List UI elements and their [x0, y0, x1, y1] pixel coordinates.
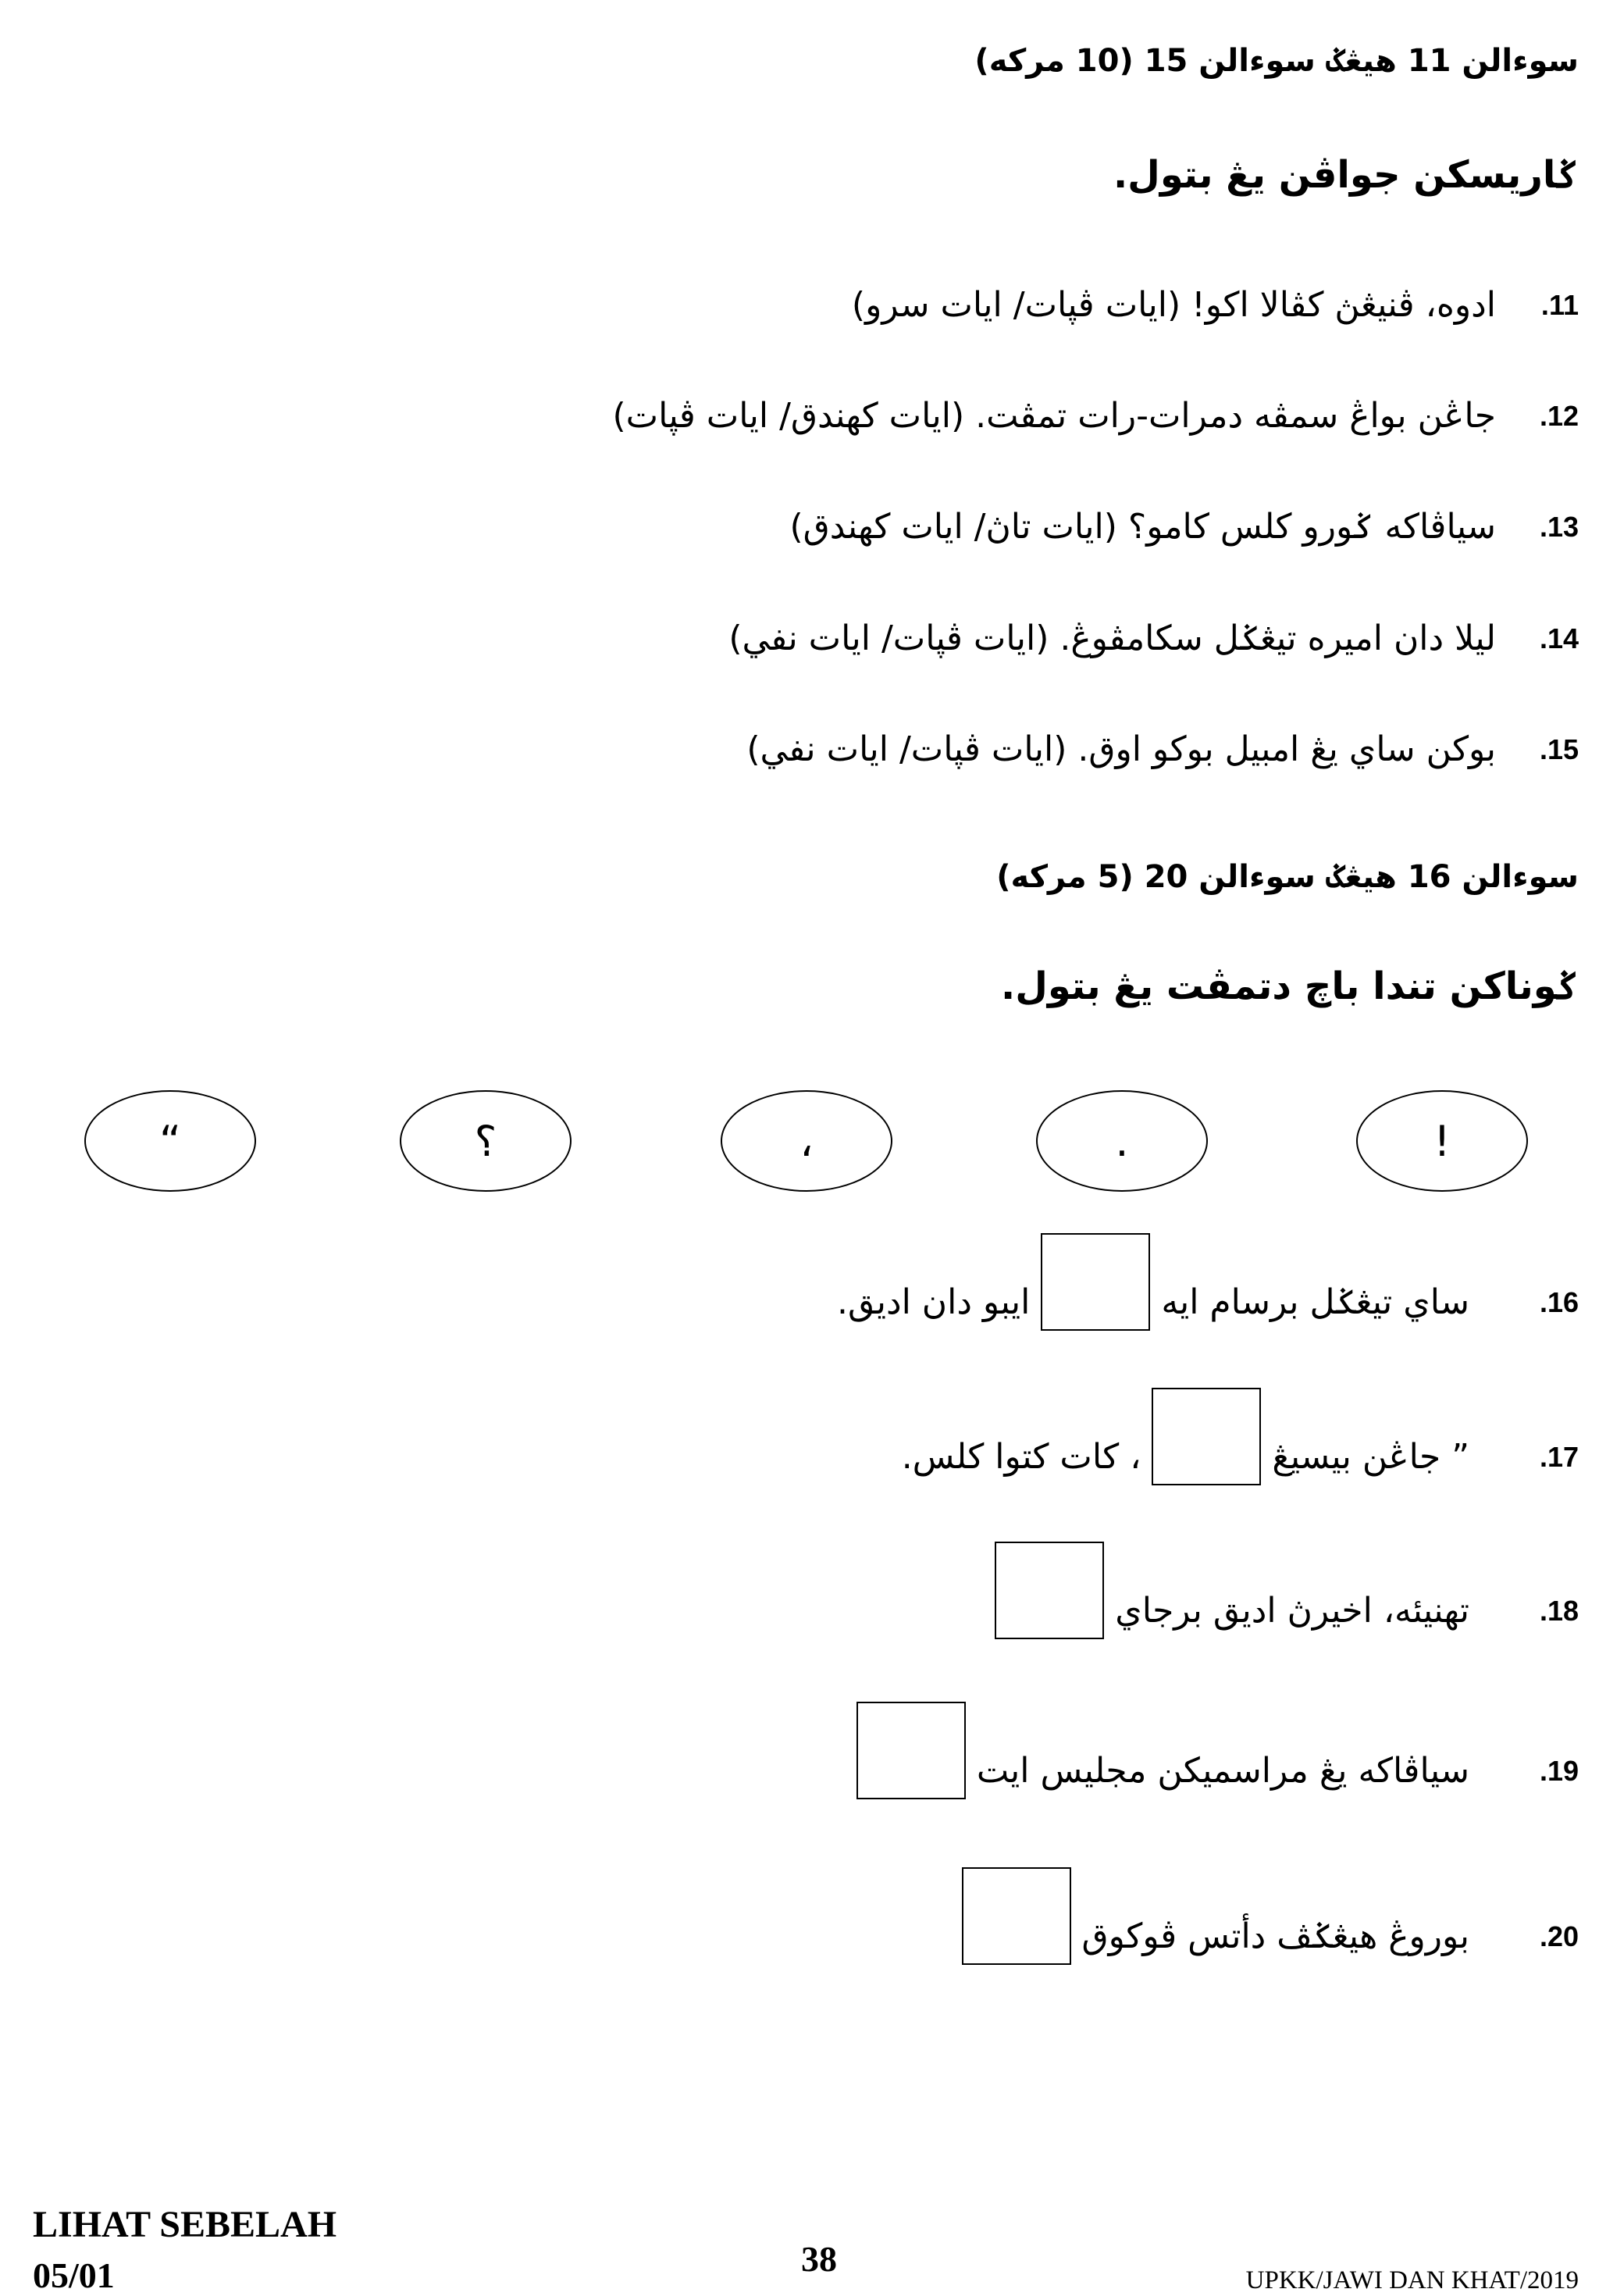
- question-15: [746, 725, 1579, 775]
- punctuation-option-exclamation: [1356, 1090, 1528, 1192]
- punctuation-symbol: “: [159, 1116, 181, 1166]
- question-12: [613, 391, 1579, 441]
- next-page-note: LIHAT SEBELAH: [33, 2204, 337, 2245]
- punctuation-option-question-mark: [400, 1090, 572, 1192]
- section-b-header: سوءالن 16 هيڠݢ سوءالن 20 (5 مرکه): [996, 859, 1579, 895]
- answer-box: [962, 1867, 1071, 1965]
- section-a-header: سوءالن 11 هيڠݢ سوءالن 15 (10 مرکه): [974, 43, 1579, 79]
- punctuation-option-full-stop: [1036, 1090, 1208, 1192]
- punctuation-option-quote: [84, 1090, 256, 1192]
- question-16: [837, 1232, 1579, 1331]
- question-number: 14.: [1539, 622, 1579, 654]
- answer-box: [1152, 1388, 1261, 1485]
- question-text-after: ، کات کتوا کلس.: [901, 1437, 1141, 1477]
- question-text-after: ايبو دان اديق.: [837, 1282, 1031, 1322]
- answer-box: [995, 1542, 1104, 1639]
- question-text-before: تهنيئه، اخيرڽ اديق برجاي: [1115, 1591, 1469, 1631]
- question-number: 17.: [1539, 1441, 1579, 1473]
- question-text-before: بوروڠ هيڠݢڤ دأتس ڤوکوق: [1081, 1916, 1469, 1956]
- question-number: 12.: [1539, 400, 1579, 432]
- question-13: [789, 502, 1579, 552]
- punctuation-symbol: !: [1433, 1116, 1451, 1166]
- answer-box: [1041, 1233, 1150, 1331]
- question-18: [984, 1541, 1579, 1639]
- question-number: 13.: [1539, 511, 1579, 543]
- question-number: 19.: [1539, 1755, 1579, 1787]
- question-number: 11.: [1540, 289, 1579, 321]
- paper-code: 05/01: [33, 2255, 115, 2295]
- punctuation-symbol: ؟: [474, 1116, 497, 1166]
- question-text: سياڤاکه ݢورو کلس کامو؟ (ايات تاڽ/ ايات کهندق): [789, 507, 1496, 547]
- question-text-before: ” جاڠن بيسيڠ: [1272, 1437, 1469, 1477]
- question-14: [728, 614, 1579, 664]
- question-text: جاڠن بواڠ سمڤه دمرات-رات تمڤت. (ايات کهندق/ ايات ڤڽات): [612, 396, 1496, 436]
- punctuation-symbol: ،: [800, 1116, 814, 1166]
- exam-code: UPKK/JAWI DAN KHAT/2019: [1245, 2266, 1579, 2294]
- question-number: 16.: [1539, 1286, 1579, 1318]
- question-text: بوکن ساي يڠ امبيل بوکو اوق. (ايات ڤڽات/ ايات نفي): [746, 729, 1496, 769]
- question-number: 15.: [1539, 733, 1579, 765]
- section-a-instruction: ݢاريسکن جواڤن يڠ بتول.: [1113, 153, 1579, 197]
- question-19: [846, 1701, 1579, 1799]
- section-b-instruction: ݢوناکن تندا باچ دتمڤت يڠ بتول.: [1001, 964, 1579, 1008]
- question-number: 20.: [1539, 1920, 1579, 1952]
- page-number: 38: [801, 2239, 837, 2279]
- question-text: ادوه، ڤنيڠڽ کڤالا اکو! (ايات ڤڽات/ ايات سرو): [851, 285, 1496, 325]
- question-17: [902, 1387, 1579, 1485]
- question-number: 18.: [1539, 1595, 1579, 1627]
- question-text-before: ساي تيڠݢل برسام ايه: [1161, 1282, 1469, 1322]
- question-11: [852, 280, 1579, 330]
- punctuation-option-comma: [721, 1090, 892, 1192]
- question-20: [951, 1866, 1579, 1965]
- punctuation-symbol: .: [1115, 1116, 1129, 1166]
- question-text: ليلا دان اميره تيڠݢل سکامڤوڠ. (ايات ڤڽات/ ايات نفي): [728, 619, 1496, 658]
- answer-box: [856, 1702, 966, 1799]
- question-text-before: سياڤاکه يڠ مراسميکن مجليس ايت: [976, 1751, 1469, 1791]
